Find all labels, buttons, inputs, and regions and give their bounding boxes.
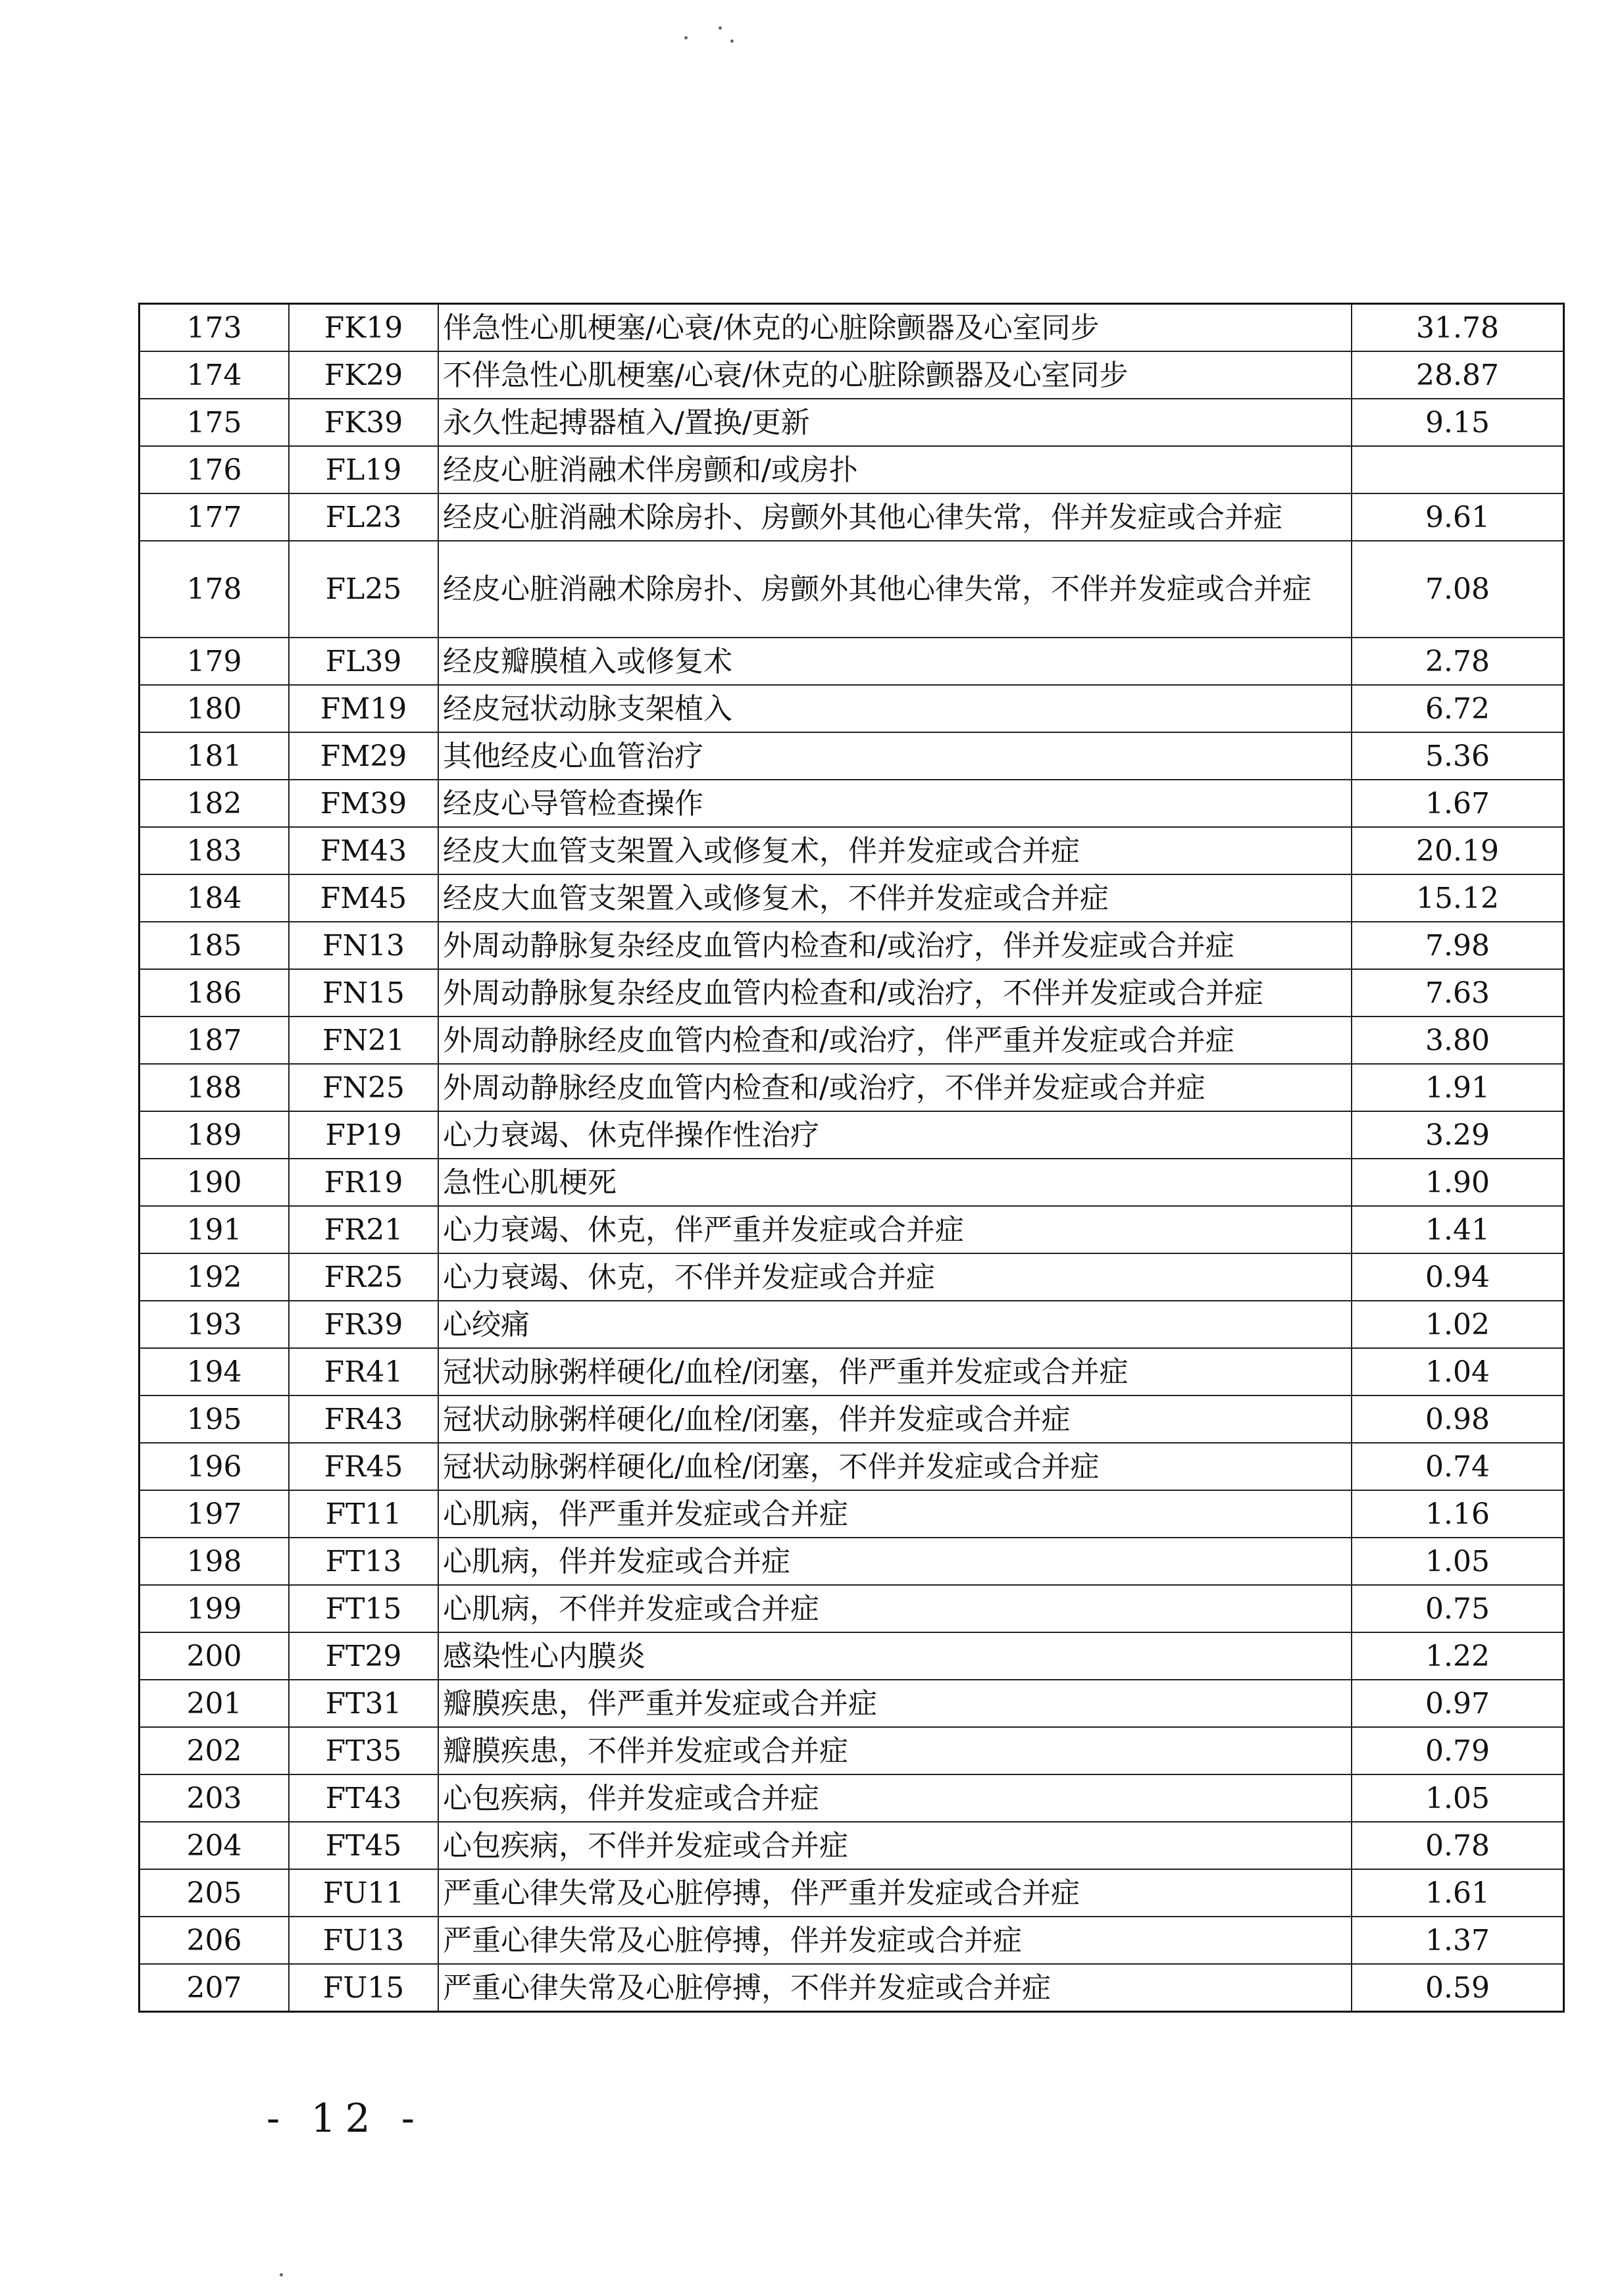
weight-cell: 1.37	[1352, 1917, 1564, 1964]
weight-cell: 3.29	[1352, 1111, 1564, 1159]
drg-code-cell: FR25	[289, 1253, 438, 1301]
drg-name-cell: 外周动静脉复杂经皮血管内检查和/或治疗，不伴并发症或合并症	[438, 969, 1352, 1017]
drg-code-cell: FT13	[289, 1538, 438, 1585]
weight-cell: 20.19	[1352, 827, 1564, 874]
drg-name-cell: 伴急性心肌梗塞/心衰/休克的心脏除颤器及心室同步	[438, 304, 1352, 352]
table-row	[140, 1111, 1564, 1159]
scan-speck	[280, 2273, 283, 2276]
weight-cell: 1.61	[1352, 1869, 1564, 1917]
drg-code-cell: FL25	[289, 541, 438, 638]
drg-code-cell: FP19	[289, 1111, 438, 1159]
weight-cell: 5.36	[1352, 732, 1564, 780]
row-number-cell: 176	[140, 446, 290, 493]
table-row	[140, 1822, 1564, 1869]
table-row	[140, 1774, 1564, 1822]
drg-code-cell: FT29	[289, 1632, 438, 1680]
row-number-cell: 190	[140, 1159, 290, 1206]
table-row	[140, 1206, 1564, 1253]
row-number-cell: 178	[140, 541, 290, 638]
drg-code-cell: FT43	[289, 1774, 438, 1822]
weight-cell: 0.98	[1352, 1395, 1564, 1443]
weight-cell	[1352, 446, 1564, 493]
table-row	[140, 399, 1564, 446]
drg-code-cell: FL39	[289, 638, 438, 685]
table-row	[140, 1017, 1564, 1064]
weight-cell: 1.90	[1352, 1159, 1564, 1206]
weight-cell: 3.80	[1352, 1017, 1564, 1064]
row-number-cell: 180	[140, 685, 290, 732]
drg-name-cell: 严重心律失常及心脏停搏，不伴并发症或合并症	[438, 1964, 1352, 2012]
drg-name-cell: 瓣膜疾患，伴严重并发症或合并症	[438, 1680, 1352, 1727]
table-row	[140, 1538, 1564, 1585]
weight-cell: 0.59	[1352, 1964, 1564, 2012]
drg-name-cell: 经皮心脏消融术除房扑、房颤外其他心律失常，不伴并发症或合并症	[438, 541, 1352, 638]
table-row	[140, 1301, 1564, 1348]
drg-name-cell: 经皮瓣膜植入或修复术	[438, 638, 1352, 685]
drg-name-cell: 经皮心脏消融术伴房颤和/或房扑	[438, 446, 1352, 493]
row-number-cell: 175	[140, 399, 290, 446]
row-number-cell: 193	[140, 1301, 290, 1348]
row-number-cell: 202	[140, 1727, 290, 1774]
drg-code-cell: FM45	[289, 874, 438, 922]
row-number-cell: 182	[140, 780, 290, 827]
drg-code-cell: FN13	[289, 922, 438, 969]
drg-code-cell: FK39	[289, 399, 438, 446]
table-row	[140, 1917, 1564, 1964]
drg-name-cell: 不伴急性心肌梗塞/心衰/休克的心脏除颤器及心室同步	[438, 351, 1352, 399]
weight-cell: 7.08	[1352, 541, 1564, 638]
page-number: - 12 -	[266, 2096, 424, 2142]
table-row	[140, 1964, 1564, 2012]
weight-cell: 1.22	[1352, 1632, 1564, 1680]
drg-name-cell: 冠状动脉粥样硬化/血栓/闭塞，伴并发症或合并症	[438, 1395, 1352, 1443]
drg-name-cell: 感染性心内膜炎	[438, 1632, 1352, 1680]
weight-cell: 31.78	[1352, 304, 1564, 352]
drg-code-cell: FR39	[289, 1301, 438, 1348]
drg-code-cell: FM43	[289, 827, 438, 874]
table-row	[140, 1869, 1564, 1917]
drg-name-cell: 经皮心脏消融术除房扑、房颤外其他心律失常，伴并发症或合并症	[438, 493, 1352, 541]
weight-cell: 7.63	[1352, 969, 1564, 1017]
row-number-cell: 195	[140, 1395, 290, 1443]
weight-cell: 0.74	[1352, 1443, 1564, 1490]
weight-cell: 0.75	[1352, 1585, 1564, 1632]
row-number-cell: 188	[140, 1064, 290, 1111]
weight-cell: 9.61	[1352, 493, 1564, 541]
table-row	[140, 1253, 1564, 1301]
drg-name-cell: 心肌病，伴并发症或合并症	[438, 1538, 1352, 1585]
table-row	[140, 1632, 1564, 1680]
weight-cell: 0.79	[1352, 1727, 1564, 1774]
drg-code-cell: FK29	[289, 351, 438, 399]
drg-name-cell: 外周动静脉经皮血管内检查和/或治疗，不伴并发症或合并症	[438, 1064, 1352, 1111]
drg-code-cell: FN15	[289, 969, 438, 1017]
scan-speck	[719, 26, 722, 30]
weight-cell: 1.91	[1352, 1064, 1564, 1111]
row-number-cell: 204	[140, 1822, 290, 1869]
drg-code-cell: FR45	[289, 1443, 438, 1490]
table-row	[140, 1159, 1564, 1206]
weight-cell: 1.04	[1352, 1348, 1564, 1395]
table-row	[140, 351, 1564, 399]
drg-name-cell: 瓣膜疾患，不伴并发症或合并症	[438, 1727, 1352, 1774]
drg-name-cell: 心包疾病，伴并发症或合并症	[438, 1774, 1352, 1822]
drg-name-cell: 心力衰竭、休克，不伴并发症或合并症	[438, 1253, 1352, 1301]
drg-name-cell: 心力衰竭、休克，伴严重并发症或合并症	[438, 1206, 1352, 1253]
table-row	[140, 780, 1564, 827]
weight-cell: 1.16	[1352, 1490, 1564, 1538]
table-row	[140, 874, 1564, 922]
weight-cell: 1.02	[1352, 1301, 1564, 1348]
drg-name-cell: 严重心律失常及心脏停搏，伴并发症或合并症	[438, 1917, 1352, 1964]
table-row	[140, 304, 1564, 352]
row-number-cell: 173	[140, 304, 290, 352]
row-number-cell: 186	[140, 969, 290, 1017]
drg-code-cell: FT31	[289, 1680, 438, 1727]
row-number-cell: 200	[140, 1632, 290, 1680]
table-row	[140, 1064, 1564, 1111]
row-number-cell: 179	[140, 638, 290, 685]
table-row	[140, 638, 1564, 685]
row-number-cell: 203	[140, 1774, 290, 1822]
row-number-cell: 201	[140, 1680, 290, 1727]
scan-speck	[684, 36, 688, 39]
scan-speck	[730, 39, 734, 43]
row-number-cell: 185	[140, 922, 290, 969]
row-number-cell: 205	[140, 1869, 290, 1917]
weight-cell: 0.78	[1352, 1822, 1564, 1869]
row-number-cell: 187	[140, 1017, 290, 1064]
row-number-cell: 192	[140, 1253, 290, 1301]
drg-name-cell: 心肌病，伴严重并发症或合并症	[438, 1490, 1352, 1538]
drg-name-cell: 心绞痛	[438, 1301, 1352, 1348]
row-number-cell: 194	[140, 1348, 290, 1395]
table-row	[140, 732, 1564, 780]
weight-cell: 6.72	[1352, 685, 1564, 732]
drg-code-cell: FU13	[289, 1917, 438, 1964]
row-number-cell: 181	[140, 732, 290, 780]
drg-code-cell: FM39	[289, 780, 438, 827]
weight-cell: 7.98	[1352, 922, 1564, 969]
drg-name-cell: 外周动静脉复杂经皮血管内检查和/或治疗，伴并发症或合并症	[438, 922, 1352, 969]
table-row	[140, 1395, 1564, 1443]
drg-code-cell: FN21	[289, 1017, 438, 1064]
drg-name-cell: 严重心律失常及心脏停搏，伴严重并发症或合并症	[438, 1869, 1352, 1917]
drg-name-cell: 经皮大血管支架置入或修复术，伴并发症或合并症	[438, 827, 1352, 874]
drg-code-cell: FT11	[289, 1490, 438, 1538]
drg-name-cell: 经皮大血管支架置入或修复术，不伴并发症或合并症	[438, 874, 1352, 922]
drg-code-cell: FL19	[289, 446, 438, 493]
drg-code-cell: FK19	[289, 304, 438, 352]
table-row	[140, 446, 1564, 493]
weight-cell: 0.94	[1352, 1253, 1564, 1301]
table-row	[140, 1348, 1564, 1395]
row-number-cell: 198	[140, 1538, 290, 1585]
row-number-cell: 206	[140, 1917, 290, 1964]
drg-name-cell: 冠状动脉粥样硬化/血栓/闭塞，伴严重并发症或合并症	[438, 1348, 1352, 1395]
drg-code-cell: FR41	[289, 1348, 438, 1395]
drg-name-cell: 其他经皮心血管治疗	[438, 732, 1352, 780]
drg-code-cell: FM29	[289, 732, 438, 780]
drg-code-cell: FR19	[289, 1159, 438, 1206]
row-number-cell: 207	[140, 1964, 290, 2012]
drg-code-cell: FN25	[289, 1064, 438, 1111]
row-number-cell: 183	[140, 827, 290, 874]
drg-name-cell: 经皮冠状动脉支架植入	[438, 685, 1352, 732]
drg-name-cell: 心力衰竭、休克伴操作性治疗	[438, 1111, 1352, 1159]
row-number-cell: 174	[140, 351, 290, 399]
drg-code-cell: FL23	[289, 493, 438, 541]
drg-name-cell: 心肌病，不伴并发症或合并症	[438, 1585, 1352, 1632]
weight-cell: 1.67	[1352, 780, 1564, 827]
drg-code-cell: FT45	[289, 1822, 438, 1869]
weight-cell: 0.97	[1352, 1680, 1564, 1727]
drg-name-cell: 心包疾病，不伴并发症或合并症	[438, 1822, 1352, 1869]
drg-name-cell: 急性心肌梗死	[438, 1159, 1352, 1206]
row-number-cell: 191	[140, 1206, 290, 1253]
drg-code-cell: FM19	[289, 685, 438, 732]
weight-cell: 1.05	[1352, 1774, 1564, 1822]
row-number-cell: 196	[140, 1443, 290, 1490]
drg-code-cell: FT35	[289, 1727, 438, 1774]
drg-name-cell: 经皮心导管检查操作	[438, 780, 1352, 827]
table-row	[140, 685, 1564, 732]
drg-code-cell: FU15	[289, 1964, 438, 2012]
row-number-cell: 189	[140, 1111, 290, 1159]
table-row	[140, 1727, 1564, 1774]
weight-cell: 15.12	[1352, 874, 1564, 922]
table-row	[140, 1490, 1564, 1538]
weight-cell: 1.05	[1352, 1538, 1564, 1585]
drg-code-cell: FR43	[289, 1395, 438, 1443]
table-row	[140, 541, 1564, 638]
weight-cell: 2.78	[1352, 638, 1564, 685]
table-row	[140, 969, 1564, 1017]
row-number-cell: 177	[140, 493, 290, 541]
table-row	[140, 1680, 1564, 1727]
drg-name-cell: 外周动静脉经皮血管内检查和/或治疗，伴严重并发症或合并症	[438, 1017, 1352, 1064]
drg-code-cell: FR21	[289, 1206, 438, 1253]
table-row	[140, 922, 1564, 969]
table-row	[140, 1585, 1564, 1632]
table-body	[140, 304, 1564, 2012]
row-number-cell: 199	[140, 1585, 290, 1632]
row-number-cell: 197	[140, 1490, 290, 1538]
drg-name-cell: 冠状动脉粥样硬化/血栓/闭塞，不伴并发症或合并症	[438, 1443, 1352, 1490]
table-row	[140, 827, 1564, 874]
row-number-cell: 184	[140, 874, 290, 922]
drg-name-cell: 永久性起搏器植入/置换/更新	[438, 399, 1352, 446]
weight-cell: 9.15	[1352, 399, 1564, 446]
table-row	[140, 493, 1564, 541]
drg-code-cell: FU11	[289, 1869, 438, 1917]
drg-weight-table	[138, 303, 1565, 2013]
weight-cell: 1.41	[1352, 1206, 1564, 1253]
drg-code-cell: FT15	[289, 1585, 438, 1632]
weight-cell: 28.87	[1352, 351, 1564, 399]
table-row	[140, 1443, 1564, 1490]
